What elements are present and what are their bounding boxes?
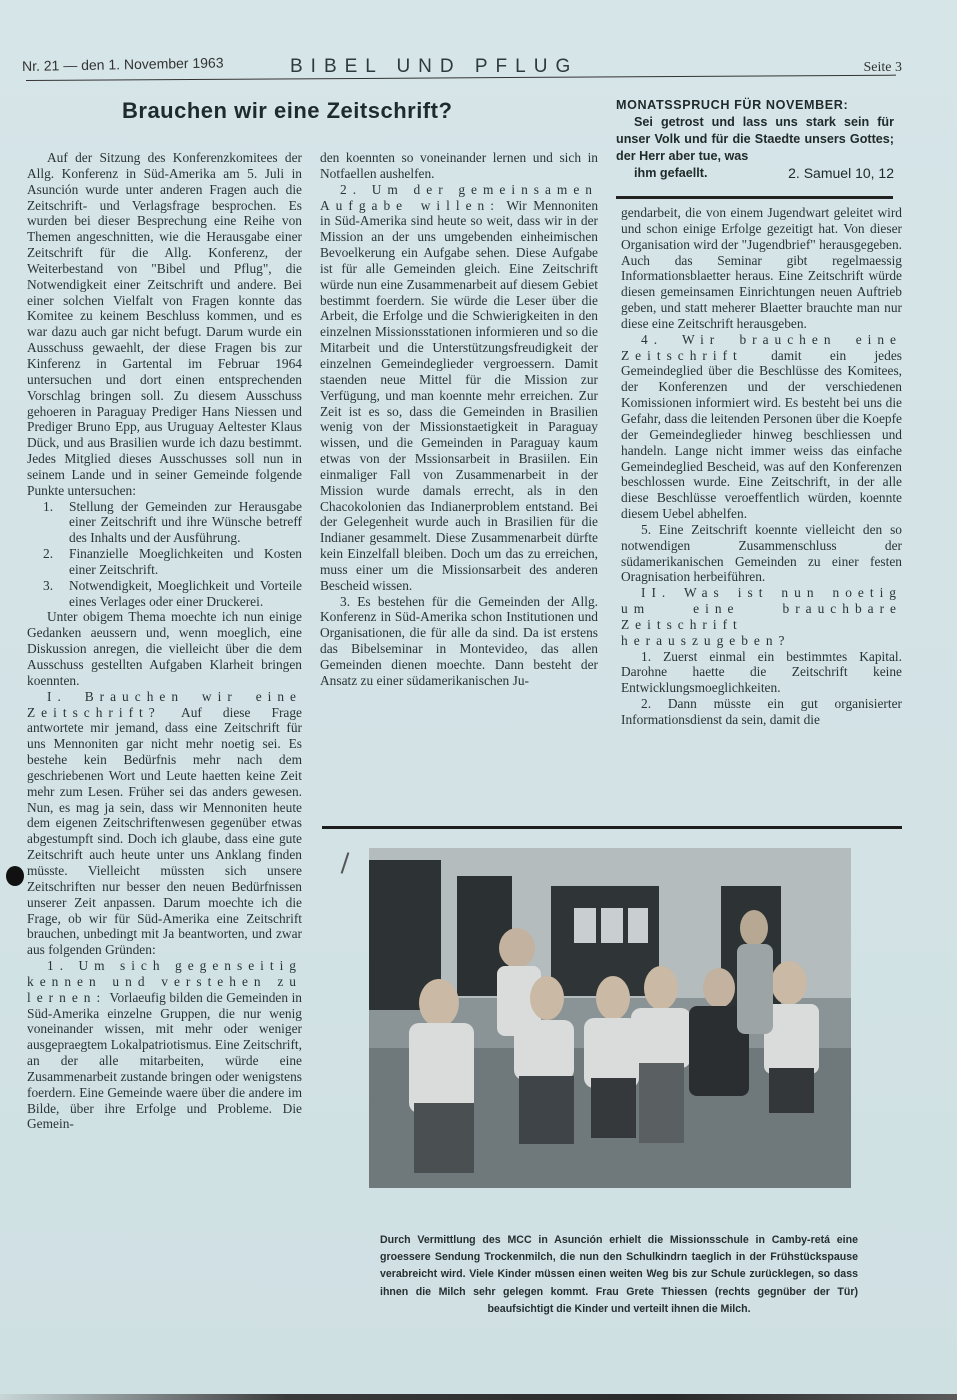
child-shorts bbox=[769, 1068, 814, 1113]
monatsspruch-rule bbox=[616, 196, 893, 199]
list-item: 3. Notwendigkeit, Moeglichkeit und Vorteile eines Verlages oder einer Druckerei. bbox=[43, 577, 302, 609]
photo-illustration bbox=[369, 848, 851, 1188]
child-head bbox=[703, 968, 735, 1008]
child-head bbox=[644, 966, 678, 1010]
point-paragraph: 1. Zuerst einmal ein bestimmtes Kapital. Darohne haette die Zeitschrift keine Entwicklungsmoeglichkeiten. bbox=[621, 648, 902, 696]
child-head bbox=[419, 979, 459, 1027]
point-paragraph: 5. Eine Zeitschrift koennte vielleicht den so notwendigen Zusammenschluss der südamerikanischen Gemeinden zu einer festen Oragnisation herbeiführen. bbox=[621, 521, 902, 585]
article-column-3 bbox=[621, 205, 902, 728]
child-head bbox=[596, 976, 630, 1020]
teacher-head bbox=[740, 910, 768, 946]
monatsspruch-reference: 2. Samuel 10, 12 bbox=[788, 165, 894, 181]
section-heading: I. Brauchen wir eine Zeitschrift? bbox=[27, 688, 302, 720]
article-column-1 bbox=[27, 150, 302, 1132]
monatsspruch-text bbox=[616, 114, 894, 182]
window-pane bbox=[601, 908, 623, 943]
child-skirt bbox=[591, 1078, 636, 1138]
investigation-list bbox=[27, 499, 302, 610]
page-edge-shadow bbox=[0, 1394, 957, 1400]
child-skirt bbox=[519, 1076, 574, 1144]
section-paragraph: I. Brauchen wir eine Zeitschrift? Auf diese Frage antwortete mir jemand, dass eine Zeitschrift für uns Mennoniten gar nicht mehr noetig sei. Es bestehe kein Bedürfnis mehr nach dem geschriebenen Wort und Leute haetten keine Zeit mehr zum Lesen. Früher sei das anders gewesen. Nun, es mag ja sein, dass wir Mennoniten heute dem eigenen Zeitschriftenwesen gegenüber etwas abgestumpft sind. Doch ich glaube, dass eine gute Zeitschrift auch heute unter uns Anklang finden müsste. Vielleicht müssten sich unsere Zeitschriften nur besser den neuen Bedürfnissen unserer Zeit anpassen. Darum moechte ich die Frage, ob wir für Süd-Amerika eine Zeitschrift brauchen, unbedingt mit Ja beantworten, und zwar aus folgenden Gründen: bbox=[27, 688, 302, 958]
list-item: 2. Finanzielle Moeglichkeiten und Kosten einer Zeitschrift. bbox=[43, 546, 302, 577]
photo-rule bbox=[322, 826, 902, 829]
point-paragraph: 4. Wir brauchen eine Zeitschrift damit ein jedes Gemeindeglied über die Beschlüsse des Komitees, der Konferenzen und der verschiedenen Komissionen informiert wird. Es besteht bei uns die Gefahr, dass die leitenden Personen über die Koepfe der Gemeindeglieder hinweg beschliessen und handeln. Lange nicht immer weiss das einfache Gemeindeglied Bescheid, was auf den Konferenzen beschlossen wurde. Eine Zeitschrift, in der alle diese Beschlüsse veroeffentlich würden, koennte diesem Uebel abhelfen. bbox=[621, 331, 902, 522]
publication-title: BIBEL UND PFLUG bbox=[290, 56, 579, 77]
child-blouse bbox=[514, 1020, 574, 1080]
masthead bbox=[22, 52, 902, 86]
article-headline: Brauchen wir eine Zeitschrift? bbox=[122, 98, 453, 123]
monatsspruch-verse: Sei getrost und lass uns stark sein für unser Volk und für die Staedte unsers Gottes; der Herr aber tue, was bbox=[616, 115, 894, 163]
issue-date: Nr. 21 — den 1. November 1963 bbox=[21, 54, 224, 74]
point-paragraph: 2. Dann müsste ein gut organisierter Informationsdienst da sein, damit die bbox=[621, 696, 902, 727]
child-blouse bbox=[631, 1008, 691, 1068]
section-heading: II. Was ist nun noetig um eine brauchbare Zeitschrift herauszugeben? bbox=[621, 585, 902, 648]
child-skirt bbox=[414, 1103, 474, 1173]
child-blouse bbox=[584, 1018, 639, 1088]
monatsspruch-verse-end: ihm gefaellt. bbox=[634, 166, 708, 180]
list-item: 1. Stellung der Gemeinden zur Herausgabe einer Zeitschrift und ihre Wünsche betreff des Inhalts und der Ausführung. bbox=[43, 498, 302, 546]
window-pane bbox=[628, 908, 648, 943]
teacher-dress bbox=[737, 944, 773, 1034]
child-head bbox=[530, 976, 564, 1020]
article-column-2 bbox=[320, 150, 598, 689]
monatsspruch-box bbox=[616, 97, 894, 182]
page-number: Seite 3 bbox=[863, 60, 902, 75]
child-head bbox=[499, 928, 535, 968]
point-heading: 1. Um sich gegenseitig kennen und verstehen zu lernen: bbox=[27, 958, 302, 1005]
point-heading: 2. Um der gemeinsamen Aufgabe willen: bbox=[320, 181, 598, 213]
paragraph: Unter obigem Thema moechte ich nun einige Gedanken aeussern und, wenn moeglich, eine Diskussion anregen, die vielleicht über die dem Ausschuss gestellten Aufgaben Klarheit bringen koennten. bbox=[27, 609, 302, 688]
child-skirt bbox=[639, 1063, 684, 1143]
paragraph: den koennten so voneinander lernen und sich in Notfaellen aushelfen. bbox=[320, 150, 598, 181]
child-blouse bbox=[409, 1023, 474, 1113]
point-heading: 4. Wir brauchen eine Zeitschrift bbox=[621, 331, 902, 363]
point-paragraph: 1. Um sich gegenseitig kennen und verstehen zu lernen: Vorlaeufig bilden die Gemeinden in Süd-Amerika einzelne Gruppen, die nur wenig voneinander wissen, mit mehr oder weniger ausgepraegtem Lokalpatriotismus. Eine Zeitschrift, an der alle mitarbeiten, würde eine Zusammenarbeit zustande bringen oder wenigstens foerdern. Eine Gemeinde waere über die andere im Bilde, über ihre Erfolge und Probleme. Die Gemein- bbox=[27, 958, 302, 1132]
point-paragraph: 2. Um der gemeinsamen Aufgabe willen: Wir Mennoniten in Süd-Amerika sind heute so weit, dass wir in der Mission an der uns umgebenden einheimischen Bevoelkerung ein Aufgabe sehen. Diese Aufgabe ist für alle Gemeinden gleich. Eine Zeitschrift würde nun eine Zusammenarbeit auf diesem Gebiet bestimmt foerdern. Sie würde die Leser über die Arbeit, die Erfolge und die Schwierigkeiten in den einzelnen Missionsstationen informieren und so die Mitarbeit und die Unterstützungsfreudigkeit der einzelnen Gemeindeglieder vergroessern. Damit staenden neue Mittel für die Mission zur Verfügung, und man koennte mehr erreichen. Zur Zeit ist es so, dass die Gemeinden in Brasilien wenig von der Missionstaetigkeit in Paraguay wissen, und die Gemeinden in Paraguay kaum etwas von der Mssionsarbeit in Brasiilen. Ein einmaliger Fall von Zusammenarbeit in der Mission wurde damals errecht, als in den Chacokolonien das Indianerproblem entstand. Bei der Gelegenheit wurde auch in Brasilien für die Indianer gesammelt. Diese Zusammenarbeit dürfte kein Einzelfall bleiben. Doch um das zu erreichen, muss einer um die Missionsarbeit des anderen Bescheid wissen. bbox=[320, 181, 599, 593]
monatsspruch-heading: MONATSSPRUCH FÜR NOVEMBER: bbox=[616, 98, 849, 112]
photo-caption: Durch Vermittlung des MCC in Asunción erhielt die Missionsschule in Camby-retá eine groessere Sendung Trockenmilch, die nun den Schulkindrn taeglich in der Frühstückspause verabreicht wird. Viele Kinder müssen einen weiten Weg bis zur Schule zurücklegen, so dass ihnen die Milch sehr gelegen kommt. Frau Grete Thiessen (rechts gegnüber der Tür) beaufsichtigt die Kinder und verteilt ihnen die Milch. bbox=[380, 1234, 858, 1315]
punch-hole bbox=[6, 866, 24, 886]
child-head bbox=[771, 961, 807, 1005]
point-paragraph: 3. Es bestehen für die Gemeinden der Allg. Konferenz in Süd-Amerika schon Institutionen und Organisationen, die für alle da sind. Da ist erstens das Bibelseminar in Montevideo, das allen Gemeinden dienen moechte. Dann besteht der Ansatz zu einer südamerikanischen Ju- bbox=[320, 593, 598, 688]
paragraph: Auf der Sitzung des Konferenzkomitees der Allg. Konferenz in Süd-Amerika am 5. Juli in Asunción wurde unter anderen Fragen auch die Zeitschrift- und Verlagsfrage besprochen. Es wurden bei dieser Besprechung eine Reihe von Themen angeschnitten, wie die Herausgabe einer Zeitschrift für die Allg. Konferenz, der Weiterbestand von "Bibel und Pflug", die Notwendigkeit einer Zeitschrift und andere. Bei einer solchen Vielfalt von Fragen konnte das Komitee zu keinem Beschluss kommen, und es war dazu auch gar nicht befugt. Darum wurde ein Ausschuss gewaehlt, der diese Fragen bis zur Kinferenz in Gartental im Februar 1964 untersuchen und dort einen entsprechenden Vorschlag bringen soll. Zu diesem Ausschuss gehoeren in Paraguay Prediger Hans Niessen und Prediger Bruno Epp, aus Uruguay Aeltester Klaus Dück, und aus Brasilien wurde ich dazu bestimmt. Jedes Mitglied dieses Ausschusses soll nun in seinem Lande und in seiner Gemeinde folgende Punkte untersuchen: bbox=[27, 150, 302, 498]
window-pane bbox=[574, 908, 596, 943]
paragraph: gendarbeit, die von einem Jugendwart geleitet wird und schon einige Erfolge gezeitigt hat. Von dieser Organisation wird der "Jugendbrief" herausgegeben. Auch das Seminar gibt regelmaessig Informationsblaetter heraus. Eine Zeitschrift würde diesen gemeinsamen Einrichtungen neuen Auftrieb geben, und statt meherer Blaetter brauchte man nur diese eine Zeitschrift herausgeben. bbox=[621, 205, 903, 331]
school-children-photo bbox=[369, 848, 851, 1188]
